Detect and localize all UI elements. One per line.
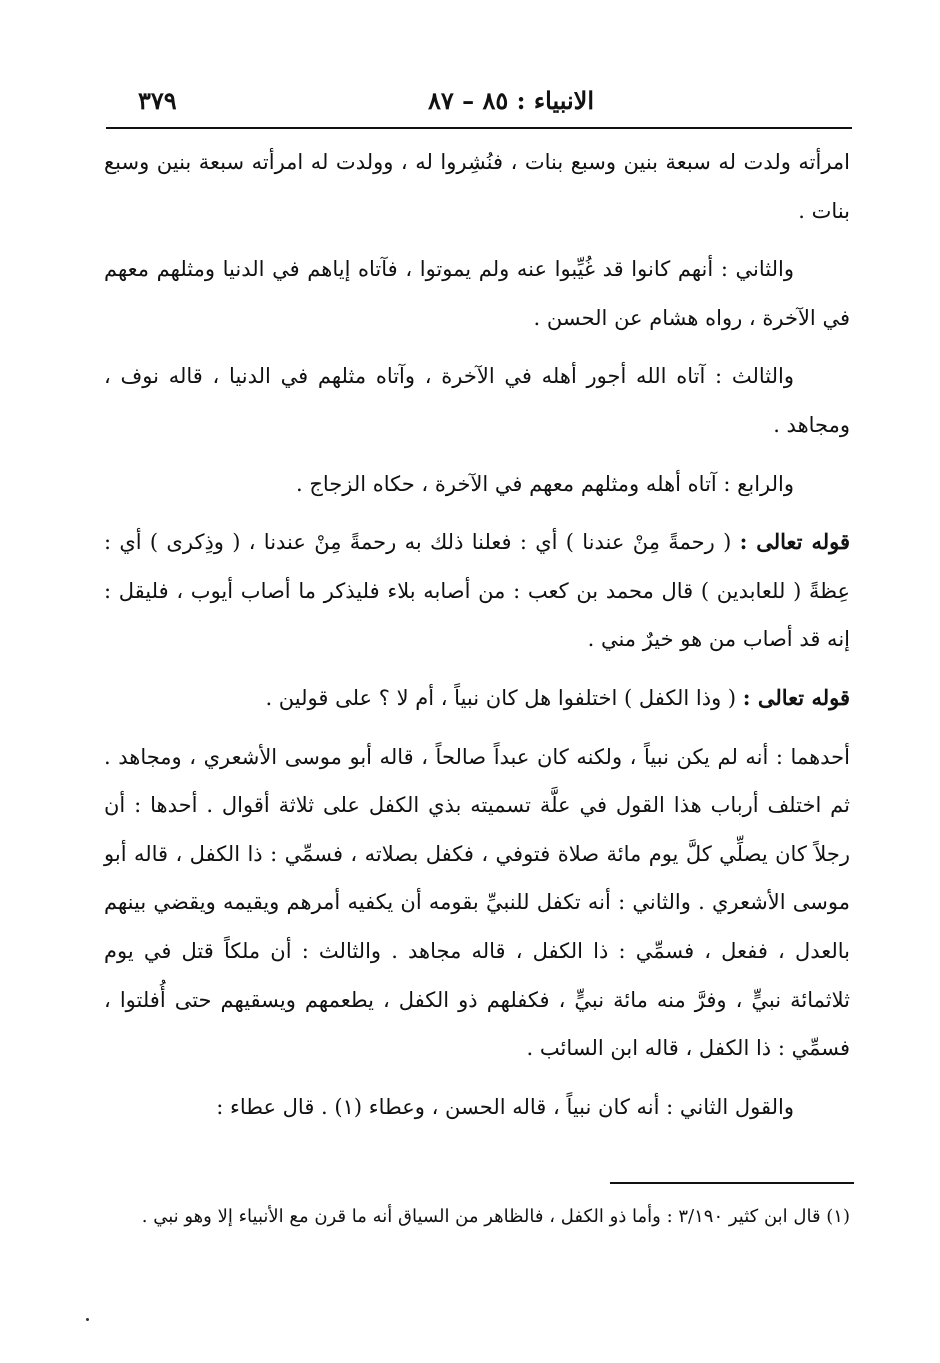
paragraph-7: أحدهما : أنه لم يكن نبياً ، ولكنه كان عبداً صالحاً ، قاله أبو موسى الأشعري ، ومجاهد . ثم اختلف أرباب هذا القول في علَّة تسميته بذي الكفل على ثلاثة أقوال . أحدها : أن رجلاً كان يصلِّي كلَّ يوم مائة صلاة فتوفي ، فكفل بصلاته ، فسمِّي : ذا الكفل ، قاله أبو موسى الأشعري . والثاني : أنه تكفل للنبيِّ بقومه أن يكفيه أمرهم ويقيمه ويقضي بينهم بالعدل ، ففعل ، فسمِّي : ذا الكفل ، قاله مجاهد . والثالث : أن ملكاً قتل في يوم ثلاثمائة نبيٍّ ، وفرَّ منه مائة نبيٍّ ، فكفلهم ذو الكفل ، يطعمهم ويسقيهم حتى أُفلتوا ، فسمِّي : ذا الكفل ، قاله ابن السائب .	[104, 744, 850, 1061]
footnote: (١) قال ابن كثير ٣/١٩٠ : وأما ذو الكفل ، فالظاهر من السياق أنه ما قرن مع الأنبياء إلا وهو نبي .	[141, 1206, 850, 1227]
footnote-divider	[610, 1182, 854, 1184]
scan-speck	[86, 1318, 89, 1321]
paragraph-6: قوله تعالى : ( وذا الكفل ) اختلفوا هل كان نبياً ، أم لا ؟ على قولين .	[265, 684, 850, 710]
paragraph-2: والثاني : أنهم كانوا قد غُيِّبوا عنه ولم يموتوا ، فآتاه إياهم في الدنيا ومثلهم معهم في الآخرة ، رواه هشام عن الحسن .	[104, 257, 850, 330]
running-title: الانبياء : ٨٥ – ٨٧	[428, 86, 594, 115]
page-number: ٣٧٩	[138, 86, 177, 115]
paragraph-5: قوله تعالى : ( رحمةً مِنْ عندنا ) أي : فعلنا ذلك به رحمةً مِنْ عندنا ، ( وذِكرى ) أي : عِظةً ( للعابدين ) قال محمد بن كعب : من أصابه بلاء فليذكر ما أصاب أيوب ، فليقل : إنه قد أصاب من هو خيرٌ مني .	[104, 529, 850, 652]
main-text	[104, 138, 850, 1131]
verse-lead: قوله تعالى :	[739, 529, 850, 555]
paragraph-8: والقول الثاني : أنه كان نبياً ، قاله الحسن ، وعطاء (١) . قال عطاء :	[216, 1094, 794, 1119]
paragraph-3: والثالث : آتاه الله أجور أهله في الآخرة ، وآتاه مثلهم في الدنيا ، قاله نوف ، ومجاهد .	[104, 364, 850, 437]
verse-lead: قوله تعالى :	[742, 684, 850, 710]
paragraph-1: امرأته ولدت له سبعة بنين وسبع بنات ، فنُشِروا له ، وولدت له امرأته سبعة بنين وسبع بنات .	[104, 150, 850, 223]
header-divider	[106, 127, 852, 129]
page-header	[108, 86, 850, 122]
paragraph-4: والرابع : آتاه أهله ومثلهم معهم في الآخرة ، حكاه الزجاج .	[295, 471, 794, 496]
